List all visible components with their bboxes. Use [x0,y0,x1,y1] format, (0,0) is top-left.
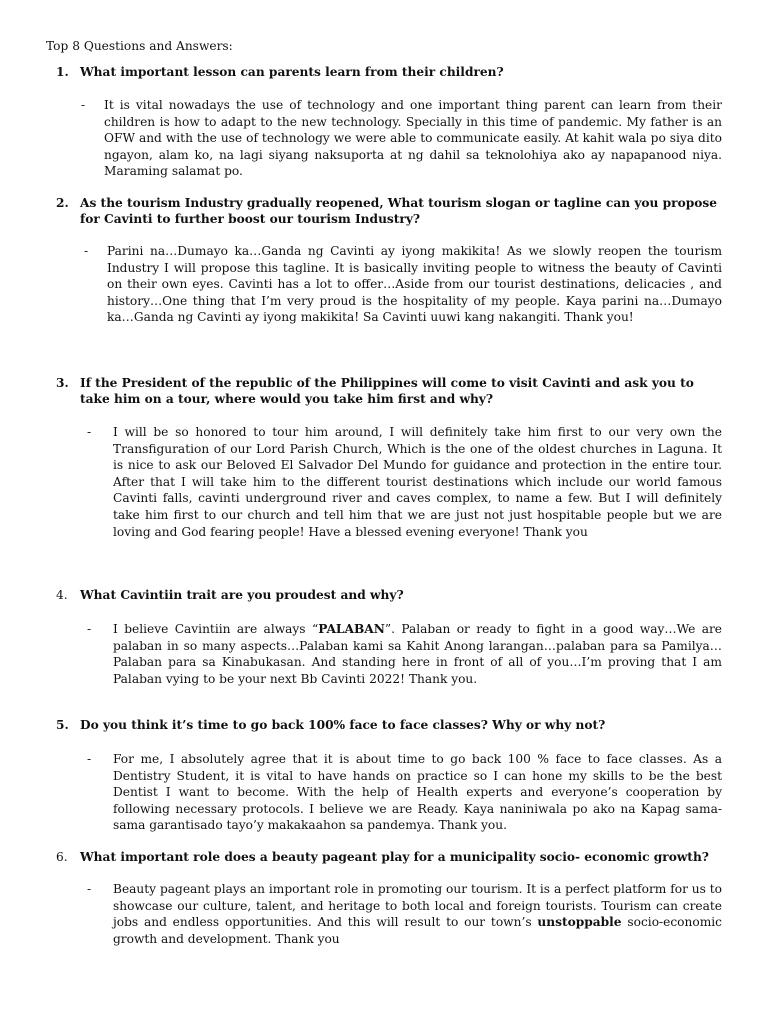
answer-text [113,621,722,687]
question-number: 4. [56,588,68,602]
answer-1 [81,97,722,180]
answer-text-part: socio-economic growth and development. Thank you [113,915,722,946]
bullet-dash: - [81,98,86,112]
bullet-dash: - [87,882,92,896]
answer-text [113,881,722,947]
bullet-dash: - [87,622,92,636]
question-number: 2. [56,196,69,210]
answer-text-part: Beauty pageant plays an important role in promoting our tourism. It is a perfect platform for us to showcase our culture, talent, and heritage to both local and foreign tourists. Tourism can create jobs and endless opportunities. And this will result to our town’s [113,882,722,930]
answer-6 [87,881,722,947]
question-text: What important role does a beauty pageant play for a municipality socio- economic growth? [80,850,709,864]
question-number: 6. [56,850,68,864]
question-text: As the tourism Industry gradually reopened, What tourism slogan or tagline can you propose for Cavinti to further boost our tourism Industry? [80,196,717,226]
question-text: What Cavintiin trait are you proudest and why? [80,588,404,602]
question-text: What important lesson can parents learn from their children? [80,65,504,79]
question-number: 3. [56,376,69,390]
answer-2 [84,243,722,326]
question-6 [56,849,726,865]
question-number: 1. [56,65,69,79]
question-5 [56,717,726,733]
question-1 [56,64,726,80]
question-text: Do you think it’s time to go back 100% face to face classes? Why or why not? [80,718,606,732]
answer-text: For me, I absolutely agree that it is about time to go back 100 % face to face classes. As a Dentistry Student, it is vital to have hands on practice so I can hone my skills to be the best Dentist I want to become. With the help of Health experts and everyone’s cooperation by following necessary protocols. I believe we are Ready. Kaya naniniwala po ako na Kapag sama-sama garantisado tayo’y makakaahon sa pandemya. Thank you. [113,752,722,833]
question-text: If the President of the republic of the Philippines will come to visit Cavinti and ask you to take him on a tour, where would you take him first and why? [80,376,694,406]
answer-4 [87,621,722,687]
answer-text: Parini na…Dumayo ka…Ganda ng Cavinti ay iyong makikita! As we slowly reopen the tourism Industry I will propose this tagline. It is basically inviting people to witness the beauty of Cavinti on their own eyes. Cavinti has a lot to offer…Aside from our tourist destinations, delicacies , and history…One thing that I’m very proud is the hospitality of my people. Kaya parini na…Dumayo ka…Ganda ng Cavinti ay iyong makikita! Sa Cavinti uuwi kang nakangiti. Thank you! [107,244,722,325]
bullet-dash: - [84,244,89,258]
question-4 [56,587,726,603]
question-3 [56,375,726,407]
answer-emphasis: unstoppable [537,915,622,930]
answer-text: I will be so honored to tour him around, I will definitely take him first to our very own the Transfiguration of our Lord Parish Church, Which is the one of the oldest churches in Laguna. It is nice to ask our Beloved El Salvador Del Mundo for guidance and protection in the entire tour. After that I will take him to the different tourist destinations which include our world famous Cavinti falls, cavinti underground river and caves complex, to name a few. But I will definitely take him first to our church and tell him that we are just not just hospitable people but we are loving and God fearing people! Have a blessed evening everyone! Thank you [113,425,722,539]
question-number: 5. [56,718,69,732]
bullet-dash: - [87,425,92,439]
answer-text-part: ”. Palaban or ready to fight in a good way…We are palaban in so many aspects…Palaban kami sa Kahit Anong larangan…palaban para sa Pamilya… Palaban para sa Kinabukasan. And standing here in front of all of you…I’m proving that I am Palaban vying to be your next Bb Cavinti 2022! Thank you. [113,622,723,686]
question-2 [56,195,726,227]
bullet-dash: - [87,752,92,766]
answer-text-part: I believe Cavintiin are always “ [113,622,319,636]
answer-3 [87,424,722,540]
document-title: Top 8 Questions and Answers: [46,39,233,53]
answer-emphasis: PALABAN [318,622,385,636]
answer-5 [87,751,722,834]
answer-text: It is vital nowadays the use of technology and one important thing parent can learn from their children is how to adapt to the new technology. Specially in this time of pandemic. My father is an OFW and with the use of technology we were able to communicate easily. At kahit wala po siya dito ngayon, alam ko, na lagi siyang naksuporta at ng dahil sa teknolohiya ako ay napapanood niya. Maraming salamat po. [104,98,722,179]
